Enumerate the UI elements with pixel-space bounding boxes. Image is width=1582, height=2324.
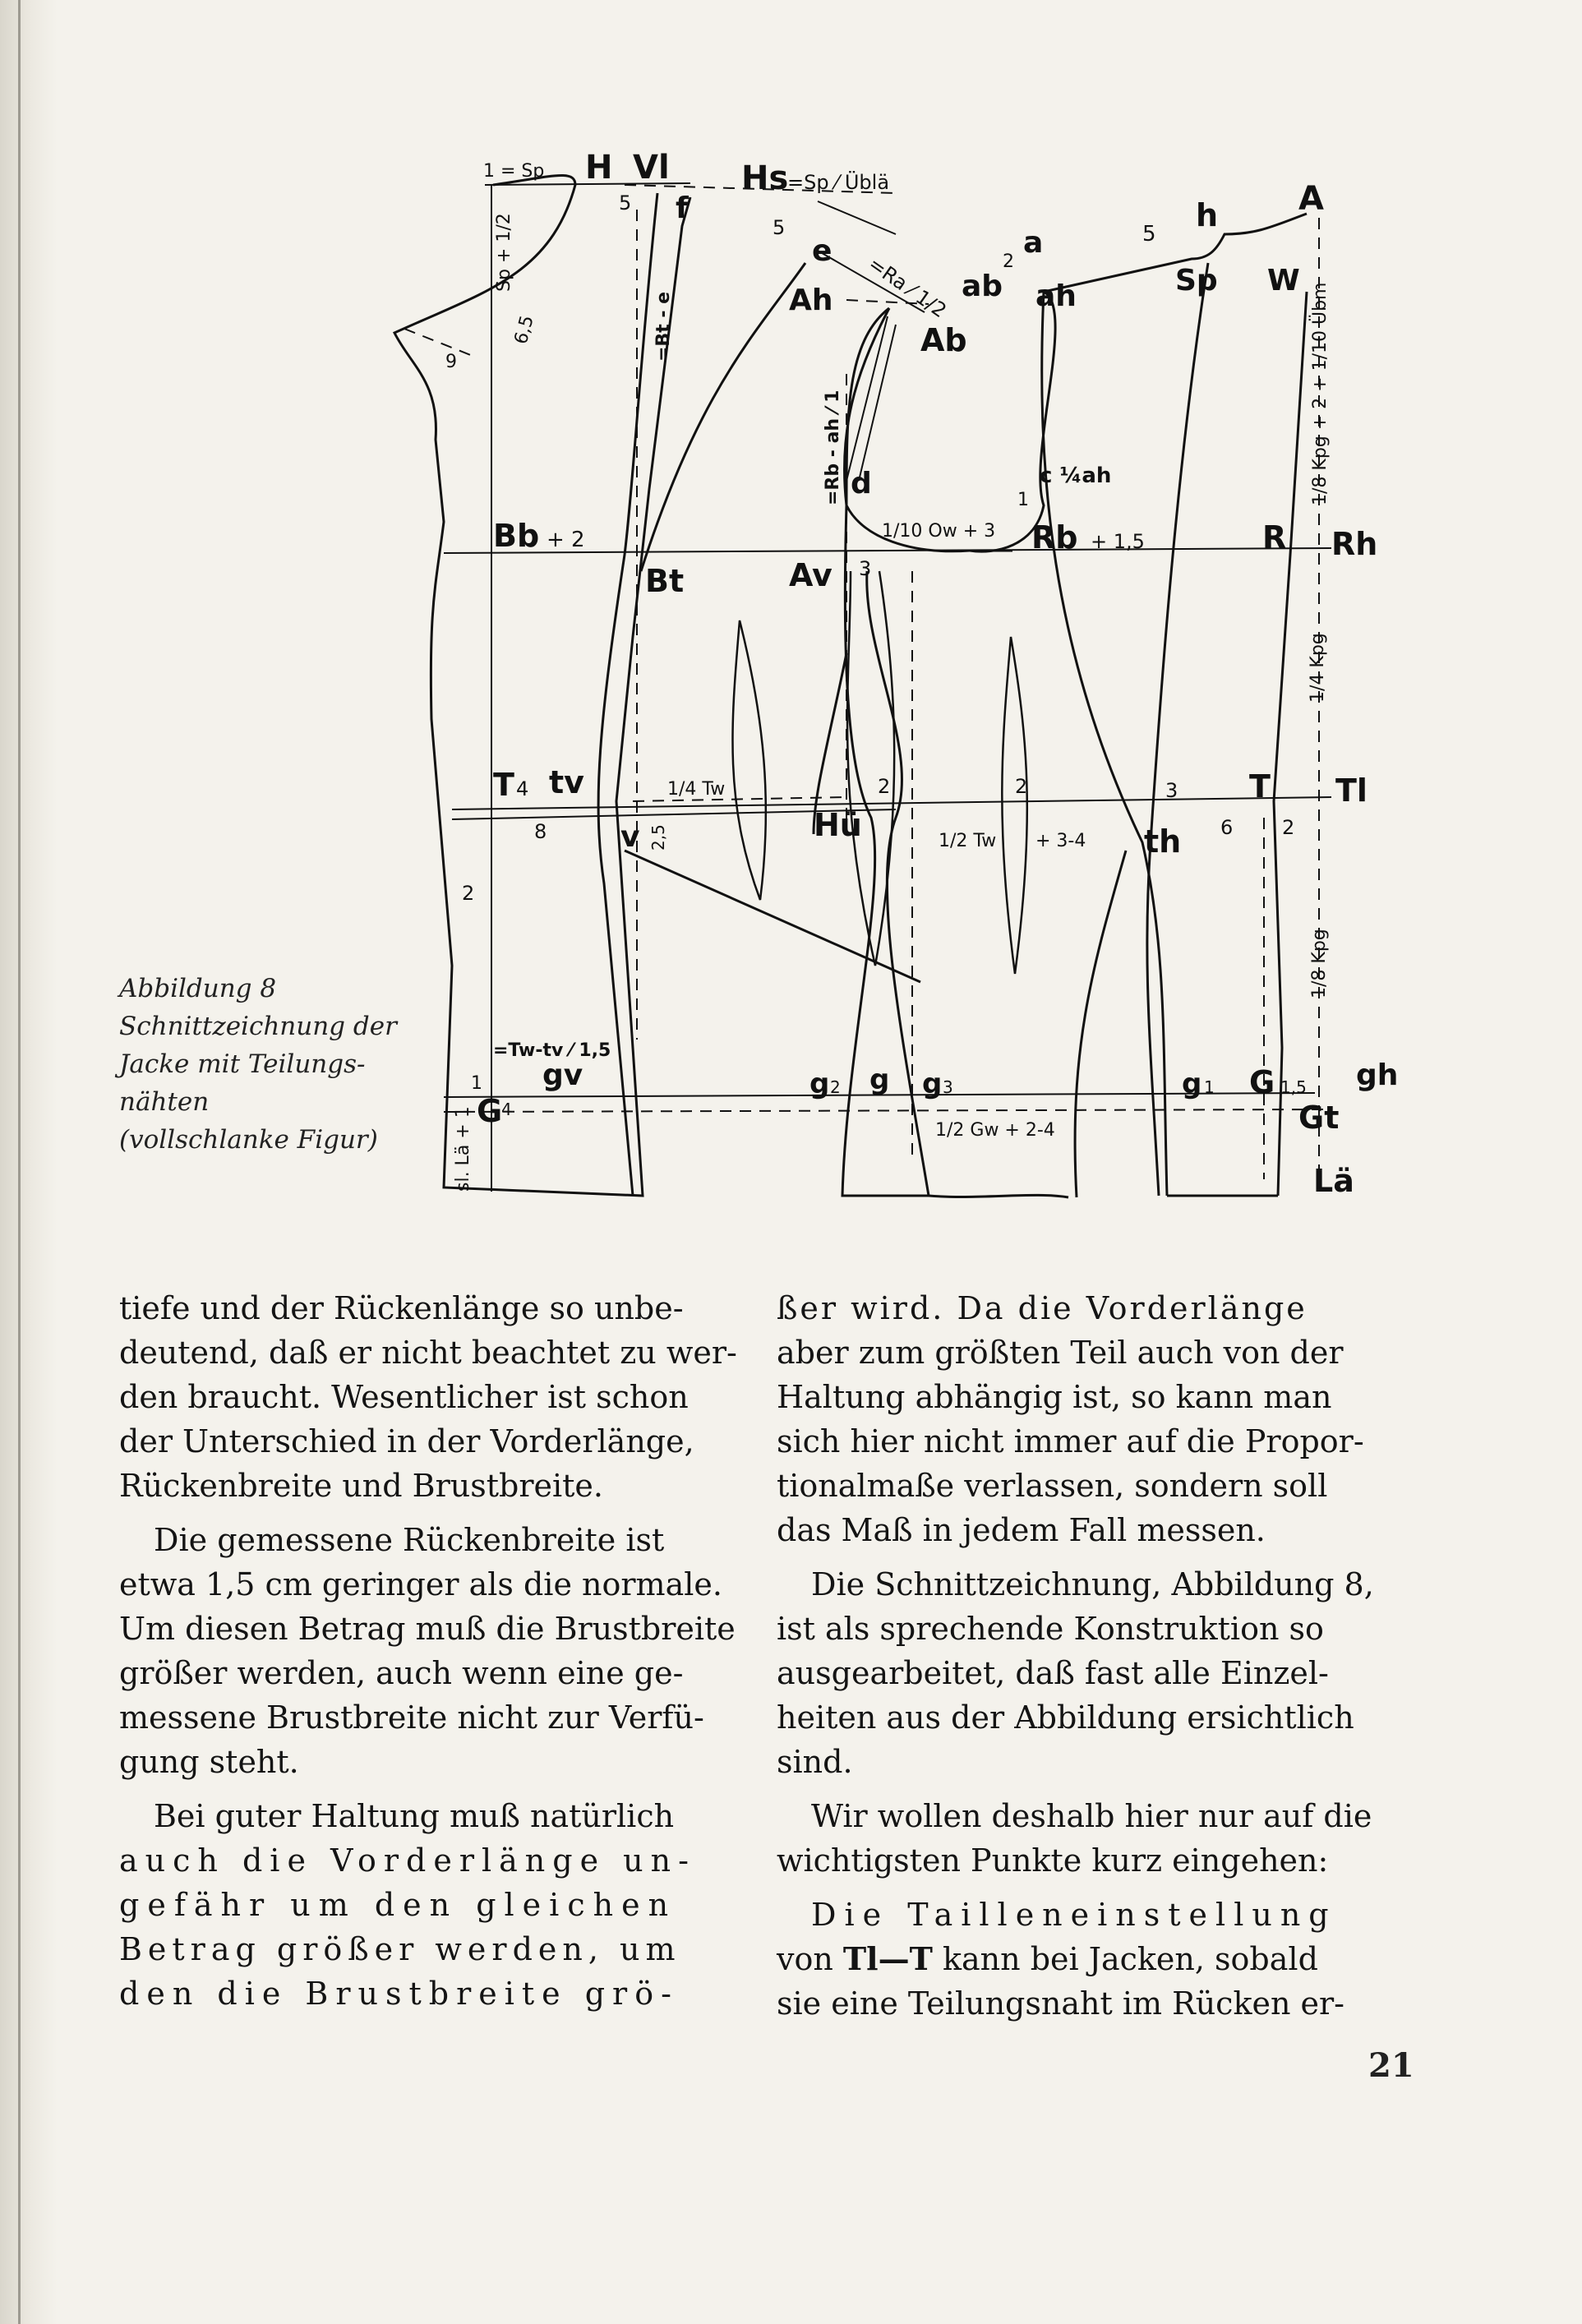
text-line: messene Brustbreite nicht zur Verfü-	[119, 1699, 704, 1736]
label-g3: g	[922, 1067, 943, 1100]
label-quarter-kpg: 1/4 Kpg	[1308, 633, 1328, 703]
label-quarter-tw: 1/4 Tw	[667, 779, 726, 800]
label-d: d	[851, 467, 872, 500]
label-g1: g	[1182, 1067, 1202, 1100]
label-T: T	[1249, 768, 1271, 805]
label-eighth-kpg: 1/8 Kpg	[1309, 929, 1330, 998]
paragraph	[777, 1562, 1397, 1784]
label-2e: 2	[462, 882, 475, 905]
label-5c: 5	[1142, 222, 1156, 247]
label-tw-tv: =Tw-tv ⁄ 1,5	[493, 1040, 611, 1061]
label-f: f	[676, 191, 689, 225]
hs-arrow	[818, 201, 896, 234]
text-fragment: kann bei Jacken, sobald	[932, 1941, 1318, 1977]
label-Sp: Sp	[1175, 264, 1218, 297]
paragraph	[777, 1794, 1397, 1883]
text-line: aber zum größten Teil auch von der	[777, 1335, 1344, 1371]
pattern-drawing-figure	[386, 144, 1422, 1216]
label-1b: 1	[471, 1073, 482, 1094]
text-line: tiefe und der Rückenlänge so unbe-	[119, 1290, 684, 1326]
label-4b: 4	[501, 1100, 512, 1119]
label-Rh: Rh	[1331, 526, 1378, 562]
text-line: sich hier nicht immer auf die Propor-	[777, 1423, 1364, 1459]
side-back-line	[1075, 851, 1126, 1197]
label-Hu: Hü	[814, 807, 862, 843]
paragraph	[119, 1286, 740, 1508]
caption-line: Jacke mit Teilungs-	[119, 1049, 366, 1079]
right-text-column	[777, 1286, 1397, 2036]
label-half-gw: 1/2 Gw + 2-4	[935, 1120, 1055, 1141]
text-line: Betrag größer werden, um	[119, 1931, 681, 1967]
binding-crease	[18, 0, 21, 2324]
label-3b: 3	[1165, 779, 1178, 802]
bold-term: Tl—T	[842, 1940, 933, 1977]
text-line: Die gemessene Rückenbreite ist	[154, 1522, 665, 1558]
label-3a: 3	[859, 557, 872, 580]
label-ah: ah	[1035, 279, 1077, 313]
book-gutter	[0, 0, 58, 2324]
label-sp-ubla: =Sp ⁄ Üblä	[787, 171, 890, 194]
label-Ah: Ah	[789, 284, 833, 317]
label-c-quarter: c ¼ah	[1040, 463, 1112, 488]
label-e: e	[812, 234, 833, 268]
label-ab: ab	[962, 270, 1003, 303]
label-8: 8	[534, 820, 547, 843]
text-line: wichtigsten Punkte kurz eingehen:	[777, 1842, 1329, 1879]
label-Hs: Hs	[741, 159, 789, 197]
label-1a: 1	[1017, 490, 1029, 510]
paragraph	[777, 1286, 1397, 1552]
page-number: 21	[1368, 2046, 1414, 2085]
label-R: R	[1262, 519, 1287, 556]
label-plus2: + 2	[547, 528, 585, 552]
label-sp-half: Sp + 1/2	[494, 213, 514, 292]
text-line: Haltung abhängig ist, so kann man	[777, 1379, 1332, 1415]
back-side-seam	[1042, 292, 1167, 1196]
text-line: auch die Vorderlänge un-	[119, 1842, 696, 1879]
text-line: ausgearbeitet, daß fast alle Einzel-	[777, 1655, 1329, 1691]
label-Rb: Rb	[1031, 519, 1078, 556]
back-panel-seam	[1147, 263, 1208, 1196]
label-4: 4	[516, 777, 529, 800]
label-25: 2,5	[648, 824, 668, 851]
label-65: 6,5	[510, 313, 538, 347]
label-5b: 5	[773, 216, 786, 239]
caption-line: Schnittzeichnung der	[119, 1012, 397, 1041]
label-2b: 2	[878, 775, 891, 798]
figure-caption	[119, 970, 415, 1159]
label-g: g	[869, 1063, 890, 1096]
label-1c: 1	[1204, 1077, 1215, 1097]
label-half-tw: 1/2 Tw	[939, 831, 997, 851]
label-A: A	[1298, 180, 1324, 218]
label-Bt: Bt	[645, 563, 685, 599]
label-Av: Av	[789, 557, 833, 593]
text-line: sind.	[777, 1744, 853, 1780]
text-line: gefähr um den gleichen	[119, 1887, 677, 1923]
text-line: das Maß in jedem Fall messen.	[777, 1512, 1266, 1548]
label-G: G	[1249, 1064, 1275, 1100]
text-line	[777, 1937, 1397, 1981]
label-bt-e: =Bt - e	[653, 291, 674, 362]
text-line: ßer wird. Da die Vorderlänge	[777, 1290, 1308, 1326]
text-line: Um diesen Betrag muß die Brustbreite	[119, 1611, 736, 1647]
text-line: deutend, daß er nicht beachtet zu wer-	[119, 1335, 737, 1371]
label-H: H	[585, 149, 613, 187]
label-th: th	[1144, 823, 1182, 860]
text-line: tionalmaße verlassen, sondern soll	[777, 1468, 1328, 1504]
tw-dash	[633, 797, 846, 801]
text-line: Die Schnittzeichnung, Abbildung 8,	[811, 1566, 1374, 1602]
label-2a: 2	[1003, 251, 1014, 272]
label-h: h	[1196, 197, 1219, 233]
label-Tl: Tl	[1335, 772, 1368, 809]
paragraph	[119, 1518, 740, 1784]
label-rb-ah: =Rb - ah ⁄ 1	[823, 390, 843, 505]
text-line: sie eine Teilungsnaht im Rücken er-	[777, 1985, 1345, 2022]
text-line: Wir wollen deshalb hier nur auf die	[811, 1798, 1372, 1834]
label-g2: g	[809, 1067, 830, 1100]
paragraph	[777, 1893, 1397, 2026]
label-2d: 2	[1282, 816, 1295, 839]
label-v: v	[620, 820, 640, 854]
label-Ab: Ab	[920, 322, 967, 358]
pattern-drawing	[386, 144, 1422, 1216]
text-line: Bei guter Haltung muß natürlich	[154, 1798, 675, 1834]
label-tv: tv	[549, 764, 584, 800]
label-G4: G	[477, 1093, 503, 1129]
label-sl-la: sl. Lä + 1	[453, 1106, 473, 1192]
label-15: 1,5	[1280, 1077, 1307, 1097]
text-line: Rückenbreite und Brustbreite.	[119, 1468, 603, 1504]
caption-line: Abbildung 8	[119, 974, 277, 1003]
text-line: den braucht. Wesentlicher ist schon	[119, 1379, 689, 1415]
text-line: der Unterschied in der Vorderlänge,	[119, 1423, 694, 1459]
label-a: a	[1023, 226, 1044, 260]
front-dart	[732, 620, 765, 900]
label-Bb: Bb	[493, 518, 540, 554]
side-hem	[929, 1195, 1068, 1197]
label-plus15: + 1,5	[1091, 530, 1145, 553]
text-fragment: von	[777, 1941, 843, 1977]
label-ra-half: =Ra ⁄ 1/2	[864, 251, 951, 323]
d-line-2	[859, 325, 896, 481]
text-line: heiten aus der Abbildung ersichtlich	[777, 1699, 1354, 1736]
label-Vl: Vl	[633, 149, 670, 187]
label-plus34: + 3-4	[1035, 831, 1086, 851]
label-W: W	[1267, 264, 1300, 297]
label-gv: gv	[542, 1058, 583, 1092]
caption-line: nähten	[119, 1087, 210, 1117]
left-text-column	[119, 1286, 740, 2026]
text-line: Die Tailleneinstellung	[811, 1897, 1337, 1933]
label-2c: 2	[1015, 775, 1028, 798]
label-Gt: Gt	[1298, 1100, 1340, 1136]
text-line: größer werden, auch wenn eine ge-	[119, 1655, 684, 1691]
dash-guide	[404, 329, 477, 357]
back-dart	[1002, 637, 1027, 974]
hip-dash-line	[444, 1109, 1323, 1112]
label-2f: 2	[830, 1077, 841, 1097]
label-kpg-ubm: 1/8 Kpg + 2 + 1/10 Übm	[1310, 282, 1331, 505]
label-one-sp: 1 = Sp	[483, 161, 545, 182]
label-6: 6	[1220, 816, 1234, 839]
text-line: ist als sprechende Konstruktion so	[777, 1611, 1324, 1647]
label-ow3: 1/10 Ow + 3	[882, 521, 996, 542]
back-center-line	[1274, 292, 1307, 1196]
label-5a: 5	[619, 191, 632, 214]
caption-line: (vollschlanke Figur)	[119, 1125, 378, 1155]
paragraph	[119, 1794, 740, 2016]
label-3c: 3	[943, 1077, 953, 1097]
label-La: Lä	[1313, 1163, 1354, 1199]
label-gh: gh	[1356, 1058, 1399, 1092]
text-line: etwa 1,5 cm geringer als die normale.	[119, 1566, 722, 1602]
label-9: 9	[445, 352, 457, 372]
text-line: den die Brustbreite grö-	[119, 1976, 679, 2012]
text-line: gung steht.	[119, 1744, 299, 1780]
label-T4: T	[493, 767, 514, 803]
